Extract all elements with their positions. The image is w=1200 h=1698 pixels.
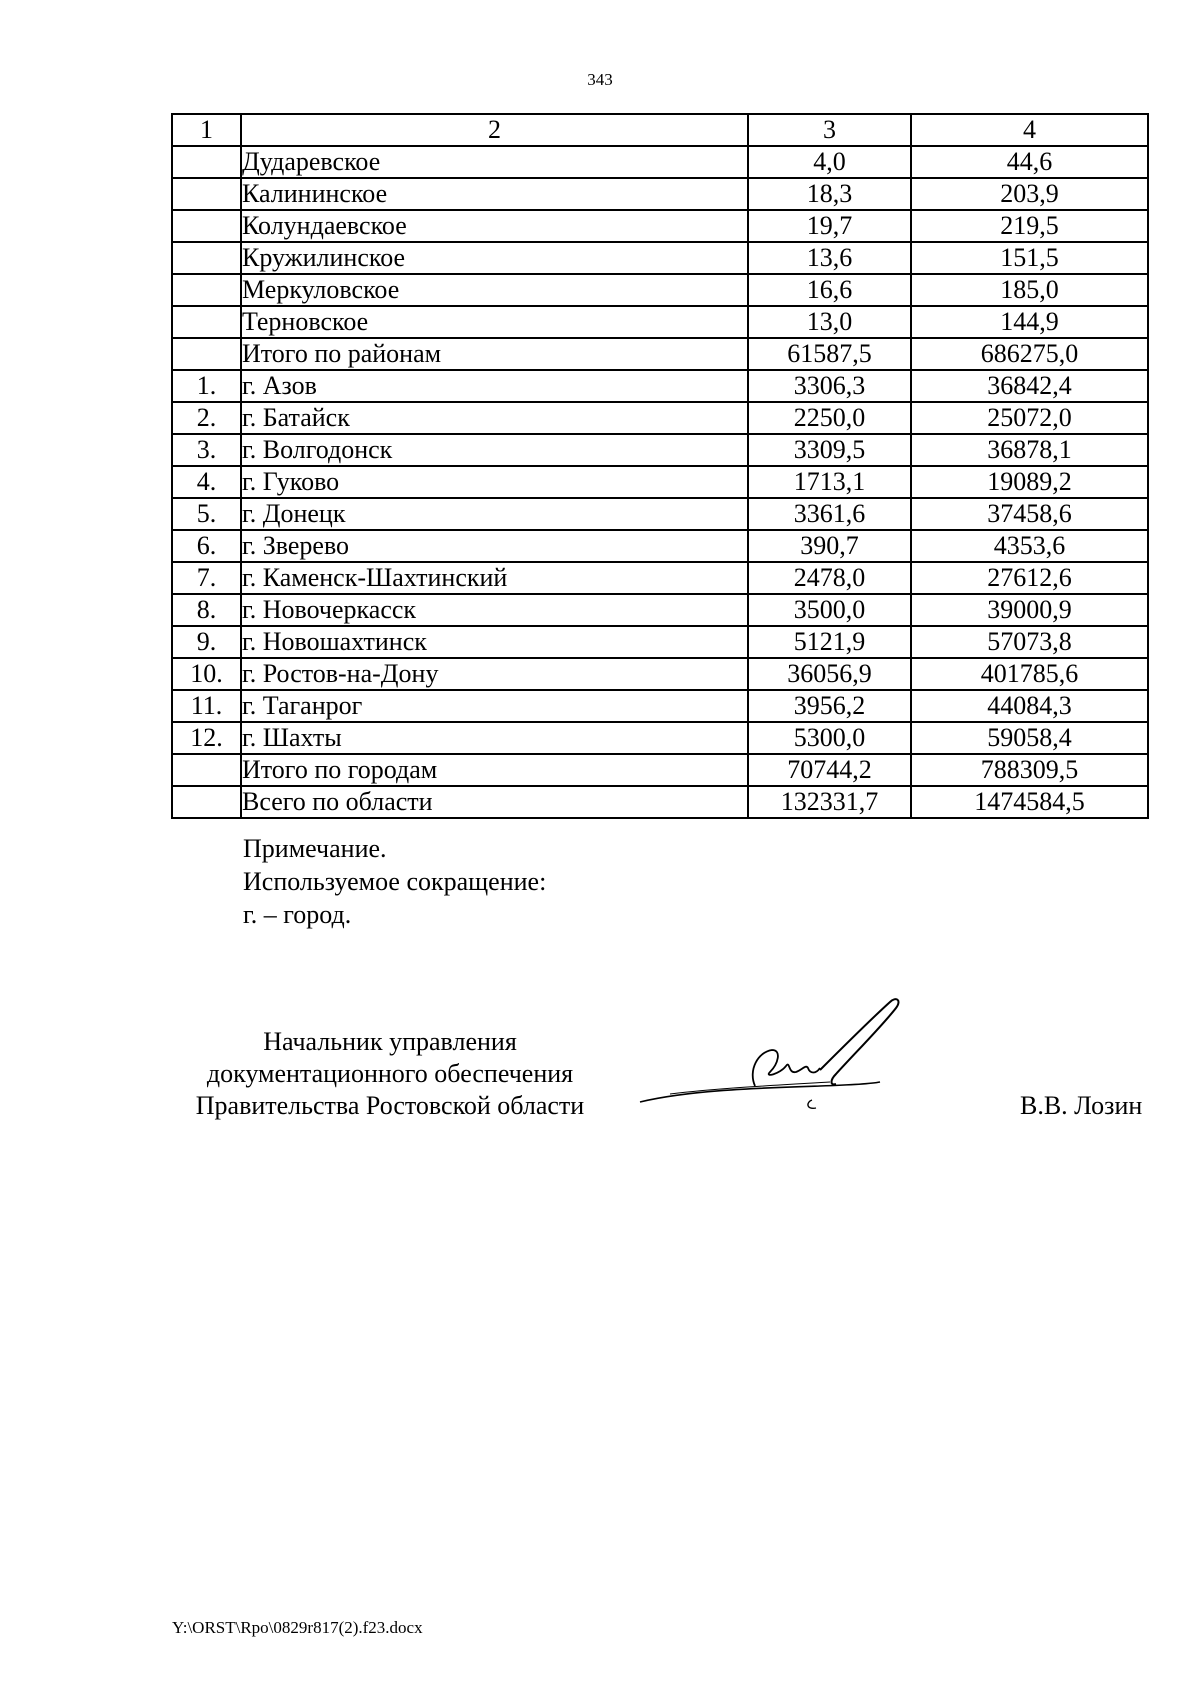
row-number-cell: 5. [172, 498, 241, 530]
table-header-row [172, 114, 1148, 146]
row-name-cell: Калининское [241, 178, 748, 210]
note-title: Примечание. [243, 834, 387, 863]
row-value-cell-3: 4,0 [748, 146, 911, 178]
row-value-cell-4: 1474584,5 [911, 786, 1148, 818]
row-value-cell-4: 4353,6 [911, 530, 1148, 562]
signatory-position [170, 1026, 610, 1122]
row-name-cell: г. Гуково [241, 466, 748, 498]
row-value-cell-3: 36056,9 [748, 658, 911, 690]
row-value-cell-4: 151,5 [911, 242, 1148, 274]
row-number-cell [172, 274, 241, 306]
row-name-cell: Всего по области [241, 786, 748, 818]
note-line-definition: г. – город. [243, 900, 352, 929]
row-name-cell: г. Азов [241, 370, 748, 402]
row-value-cell-4: 36878,1 [911, 434, 1148, 466]
row-value-cell-4: 25072,0 [911, 402, 1148, 434]
row-name-cell: Итого по районам [241, 338, 748, 370]
row-name-cell: г. Новошахтинск [241, 626, 748, 658]
row-value-cell-3: 390,7 [748, 530, 911, 562]
row-name-cell: Дударевское [241, 146, 748, 178]
data-table [171, 113, 1149, 819]
row-value-cell-4: 44,6 [911, 146, 1148, 178]
row-name-cell: г. Ростов-на-Дону [241, 658, 748, 690]
row-value-cell-3: 5121,9 [748, 626, 911, 658]
row-number-cell [172, 242, 241, 274]
signatory-position-line-3: Правительства Ростовской области [195, 1091, 585, 1120]
row-name-cell: Кружилинское [241, 242, 748, 274]
row-value-cell-3: 13,0 [748, 306, 911, 338]
row-value-cell-4: 144,9 [911, 306, 1148, 338]
row-value-cell-3: 61587,5 [748, 338, 911, 370]
signatory-position-line-2: документационного обеспечения [206, 1059, 574, 1088]
row-number-cell: 3. [172, 434, 241, 466]
row-name-cell: г. Каменск-Шахтинский [241, 562, 748, 594]
row-name-cell: г. Шахты [241, 722, 748, 754]
table-row [172, 786, 1148, 818]
row-number-cell [172, 306, 241, 338]
row-number-cell: 2. [172, 402, 241, 434]
table-row [172, 146, 1148, 178]
row-name-cell: Колундаевское [241, 210, 748, 242]
table-row [172, 530, 1148, 562]
row-value-cell-3: 70744,2 [748, 754, 911, 786]
row-number-cell: 8. [172, 594, 241, 626]
table-row [172, 658, 1148, 690]
row-value-cell-3: 132331,7 [748, 786, 911, 818]
signatory-position-line-1: Начальник управления [263, 1027, 517, 1056]
row-value-cell-4: 44084,3 [911, 690, 1148, 722]
table-row [172, 274, 1148, 306]
row-value-cell-4: 57073,8 [911, 626, 1148, 658]
row-value-cell-4: 788309,5 [911, 754, 1148, 786]
row-value-cell-4: 219,5 [911, 210, 1148, 242]
row-value-cell-3: 16,6 [748, 274, 911, 306]
row-name-cell: Терновское [241, 306, 748, 338]
table-row [172, 626, 1148, 658]
row-value-cell-4: 27612,6 [911, 562, 1148, 594]
table-row [172, 210, 1148, 242]
row-value-cell-4: 203,9 [911, 178, 1148, 210]
table-row [172, 722, 1148, 754]
table-row [172, 178, 1148, 210]
row-value-cell-3: 3500,0 [748, 594, 911, 626]
handwritten-signature [630, 990, 950, 1130]
row-value-cell-3: 2250,0 [748, 402, 911, 434]
row-value-cell-4: 686275,0 [911, 338, 1148, 370]
row-number-cell: 9. [172, 626, 241, 658]
row-value-cell-3: 19,7 [748, 210, 911, 242]
table-row [172, 306, 1148, 338]
row-value-cell-3: 3306,3 [748, 370, 911, 402]
table-row [172, 370, 1148, 402]
table-row [172, 434, 1148, 466]
column-header-2: 2 [241, 114, 748, 146]
row-value-cell-4: 36842,4 [911, 370, 1148, 402]
row-value-cell-4: 37458,6 [911, 498, 1148, 530]
row-number-cell: 12. [172, 722, 241, 754]
table-row [172, 498, 1148, 530]
row-name-cell: г. Зверево [241, 530, 748, 562]
row-number-cell [172, 210, 241, 242]
row-number-cell: 10. [172, 658, 241, 690]
row-name-cell: г. Батайск [241, 402, 748, 434]
row-value-cell-4: 39000,9 [911, 594, 1148, 626]
row-value-cell-4: 401785,6 [911, 658, 1148, 690]
table-row [172, 242, 1148, 274]
row-number-cell: 1. [172, 370, 241, 402]
column-header-1: 1 [172, 114, 241, 146]
row-value-cell-3: 5300,0 [748, 722, 911, 754]
row-number-cell: 6. [172, 530, 241, 562]
row-value-cell-3: 3361,6 [748, 498, 911, 530]
table-row [172, 338, 1148, 370]
table-body [172, 146, 1148, 818]
column-header-4: 4 [911, 114, 1148, 146]
column-header-3: 3 [748, 114, 911, 146]
row-value-cell-3: 2478,0 [748, 562, 911, 594]
row-value-cell-4: 59058,4 [911, 722, 1148, 754]
page-number: 343 [587, 70, 613, 89]
row-name-cell: г. Донецк [241, 498, 748, 530]
table-row [172, 594, 1148, 626]
table-row [172, 466, 1148, 498]
table-row [172, 402, 1148, 434]
table-row [172, 690, 1148, 722]
row-value-cell-4: 185,0 [911, 274, 1148, 306]
row-name-cell: Меркуловское [241, 274, 748, 306]
row-name-cell: г. Новочеркасск [241, 594, 748, 626]
row-number-cell [172, 178, 241, 210]
table-row [172, 754, 1148, 786]
note-line-abbreviation: Используемое сокращение: [243, 867, 547, 896]
signatory-name: В.В. Лозин [1020, 1091, 1143, 1120]
row-value-cell-4: 19089,2 [911, 466, 1148, 498]
row-name-cell: г. Таганрог [241, 690, 748, 722]
table-row [172, 562, 1148, 594]
row-number-cell [172, 786, 241, 818]
row-number-cell [172, 338, 241, 370]
row-number-cell [172, 754, 241, 786]
row-value-cell-3: 13,6 [748, 242, 911, 274]
row-value-cell-3: 1713,1 [748, 466, 911, 498]
row-number-cell: 11. [172, 690, 241, 722]
row-name-cell: г. Волгодонск [241, 434, 748, 466]
row-number-cell: 7. [172, 562, 241, 594]
row-value-cell-3: 3956,2 [748, 690, 911, 722]
file-path: Y:\ORST\Rpo\0829r817(2).f23.docx [172, 1618, 423, 1637]
row-value-cell-3: 18,3 [748, 178, 911, 210]
row-value-cell-3: 3309,5 [748, 434, 911, 466]
note-block [243, 832, 546, 931]
row-name-cell: Итого по городам [241, 754, 748, 786]
row-number-cell [172, 146, 241, 178]
row-number-cell: 4. [172, 466, 241, 498]
